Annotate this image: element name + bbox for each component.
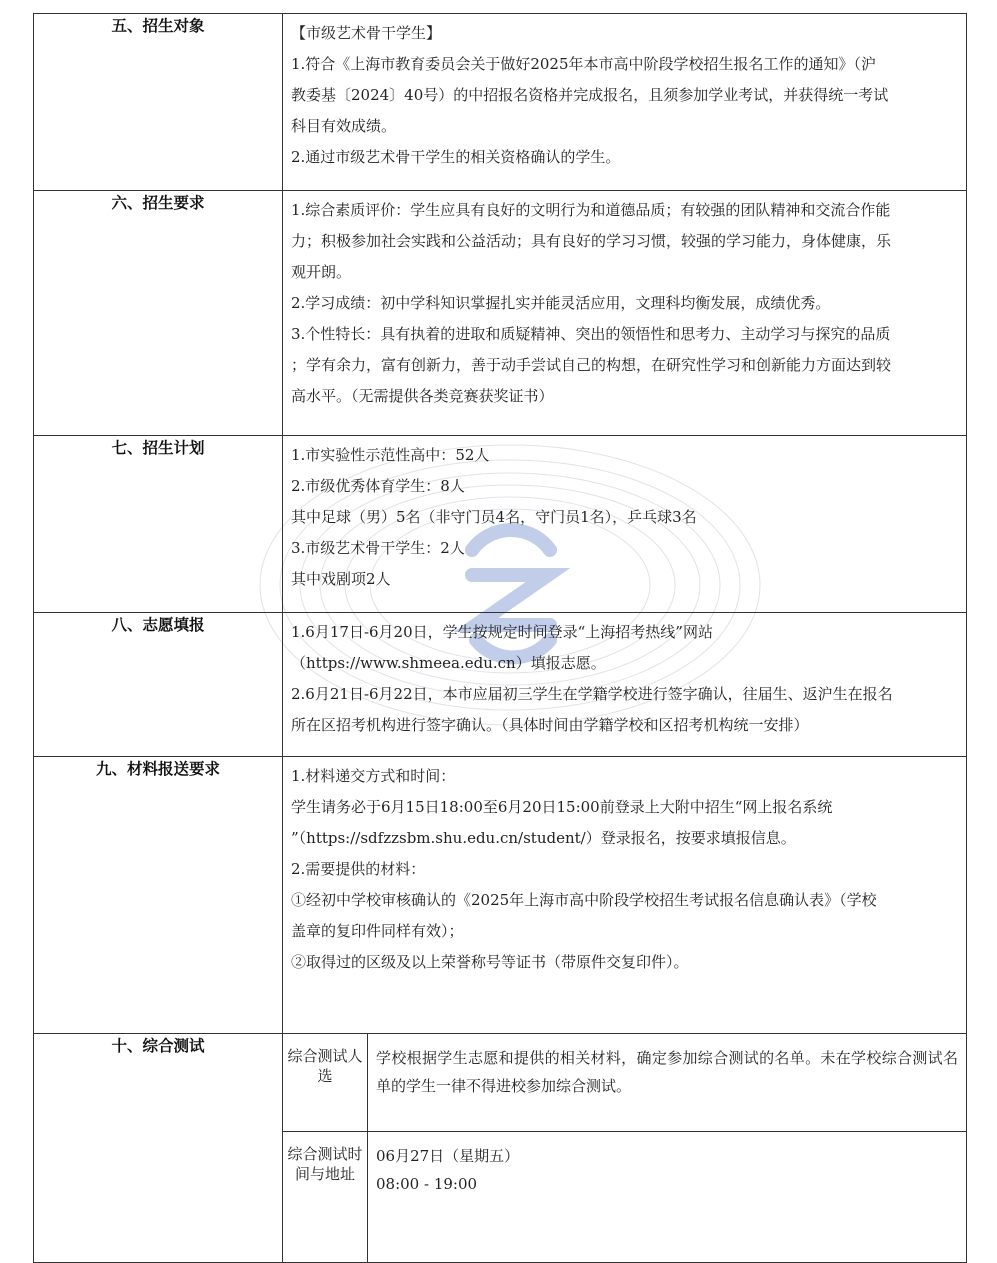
- text-line: 2.6月21日-6月22日，本市应届初三学生在学籍学校进行签字确认，往届生、返沪生在报名: [291, 685, 893, 703]
- text-line: 3.个性特长：具有执着的进取和质疑精神、突出的领悟性和思考力、主动学习与探究的品质: [291, 325, 891, 343]
- text-line: 2.通过市级艺术骨干学生的相关资格确认的学生。: [291, 148, 621, 166]
- text-line: （https://www.shmeea.edu.cn）填报志愿。: [291, 654, 606, 672]
- test-time: 08:00 - 19:00: [376, 1175, 478, 1193]
- section-six-row: [34, 191, 967, 436]
- text-line: 高水平。（无需提供各类竞赛获奖证书）: [291, 387, 554, 405]
- admission-table: [33, 13, 967, 1263]
- text-line: 2.学习成绩：初中学科知识掌握扎实并能灵活应用，文理科均衡发展，成绩优秀。: [291, 294, 831, 312]
- section-content: [283, 1034, 967, 1263]
- text-line: 1.综合素质评价：学生应具有良好的文明行为和道德品质；有较强的团队精神和交流合作能: [291, 201, 891, 219]
- text-line: 其中足球（男）5名（非守门员4名，守门员1名），乒乓球3名: [291, 508, 697, 526]
- test-time-row: [283, 1132, 966, 1263]
- section-eight-row: [34, 613, 967, 757]
- text-line: 1.符合《上海市教育委员会关于做好2025年本市高中阶段学校招生报名工作的通知》（沪: [291, 55, 876, 73]
- text-line: 教委基〔2024〕40号）的中招报名资格并完成报名，且须参加学业考试，并获得统一考试: [291, 86, 889, 104]
- text-line: 2.需要提供的材料：: [291, 860, 426, 878]
- section-content: [283, 191, 967, 436]
- text-line: 1.材料递交方式和时间：: [291, 767, 456, 785]
- section-five-row: [34, 14, 967, 191]
- text-line: 观开朗。: [291, 263, 352, 281]
- text-line: 【市级艺术骨干学生】: [291, 24, 442, 42]
- test-date: 06月27日（星期五）: [376, 1147, 520, 1165]
- section-content: [283, 757, 967, 1034]
- text-line: 1.6月17日-6月20日，学生按规定时间登录“上海招考热线”网站: [291, 623, 713, 641]
- text-line: 2.市级优秀体育学生：8人: [291, 477, 465, 495]
- test-selection-row: [283, 1034, 966, 1132]
- text-line: 1.市实验性示范性高中：52人: [291, 446, 490, 464]
- section-label: 六、招生要求: [34, 191, 283, 436]
- text-line: 学生请务必于6月15日18:00至6月20日15:00前登录上大附中招生“网上报名系统: [291, 798, 833, 816]
- section-label: 五、招生对象: [34, 14, 283, 191]
- section-nine-row: [34, 757, 967, 1034]
- section-label: 九、材料报送要求: [34, 757, 283, 1034]
- section-content: [283, 14, 967, 191]
- section-seven-row: [34, 436, 967, 613]
- text-line: 所在区招考机构进行签字确认。（具体时间由学籍学校和区招考机构统一安排）: [291, 716, 809, 734]
- section-label: 七、招生计划: [34, 436, 283, 613]
- text-line: ”（https://sdfzzsbm.shu.edu.cn/student/）登录报名，按要求填报信息。: [291, 829, 796, 847]
- sub-content: [368, 1132, 967, 1263]
- selection-text: 学校根据学生志愿和提供的相关材料，确定参加综合测试的名单。未在学校综合测试名单的学生一律不得进校参加综合测试。: [376, 1049, 958, 1095]
- text-line: ；学有余力，富有创新力，善于动手尝试自己的构想，在研究性学习和创新能力方面达到较: [291, 356, 892, 374]
- text-line: 力；积极参加社会实践和公益活动；具有良好的学习习惯，较强的学习能力，身体健康，乐: [291, 232, 892, 250]
- text-line: 3.市级艺术骨干学生：2人: [291, 539, 465, 557]
- section-label: 八、志愿填报: [34, 613, 283, 757]
- section-ten-row: [34, 1034, 967, 1263]
- text-line: ②取得过的区级及以上荣誉称号等证书（带原件交复印件）。: [291, 953, 689, 971]
- text-line: ①经初中学校审核确认的《2025年上海市高中阶段学校招生考试报名信息确认表》（学校: [291, 891, 877, 909]
- text-line: 盖章的复印件同样有效）；: [291, 922, 464, 940]
- section-content: [283, 613, 967, 757]
- test-subtable: [283, 1034, 966, 1262]
- sublabel: 综合测试人选: [283, 1034, 368, 1132]
- text-line: 科目有效成绩。: [291, 117, 397, 135]
- text-line: 其中戏剧项2人: [291, 570, 391, 588]
- section-content: [283, 436, 967, 613]
- section-label: 十、综合测试: [34, 1034, 283, 1263]
- sub-content: [368, 1034, 967, 1132]
- sublabel: 综合测试时间与地址: [283, 1132, 368, 1263]
